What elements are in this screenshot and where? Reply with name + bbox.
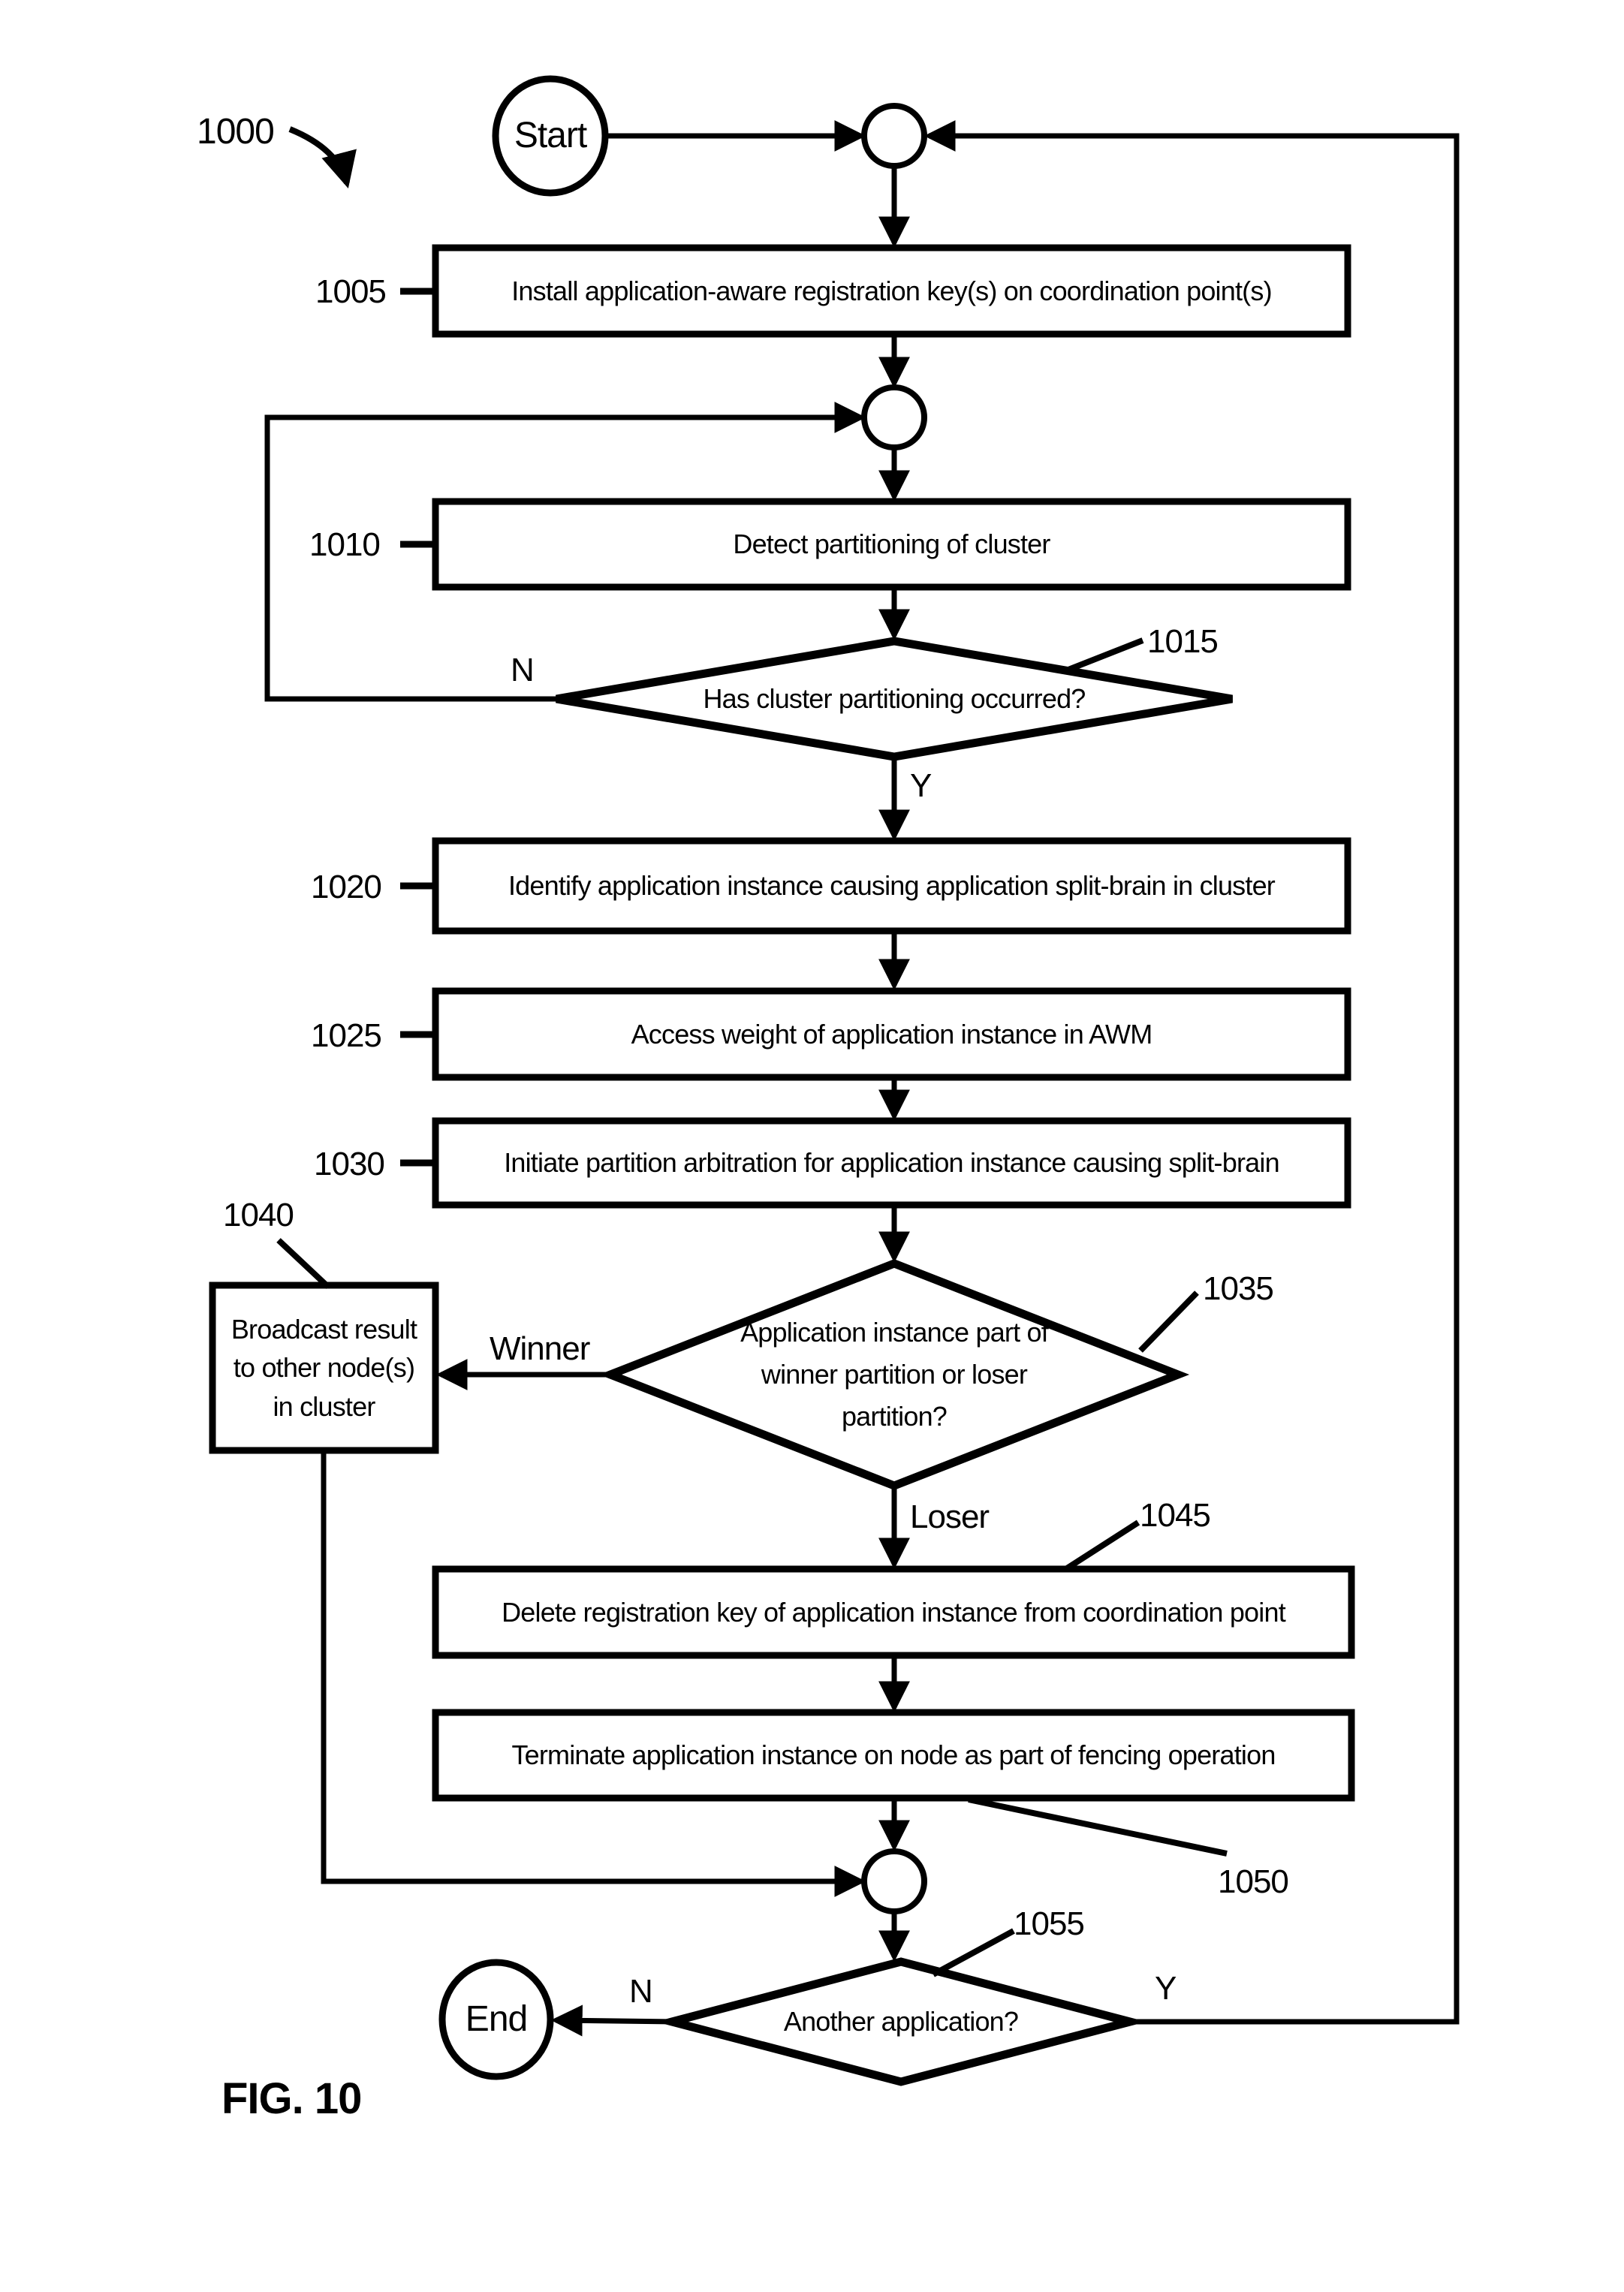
edge-1055-no-to-end (556, 2020, 672, 2022)
decision-1055-no-label: N (629, 1973, 652, 2010)
ref-label-1040: 1040 (223, 1197, 294, 1233)
step-1050-label: Terminate application instance on node as part of fencing operation (511, 1739, 1276, 1771)
step-1005-label: Install application-aware registration key(s) on coordination point(s) (511, 275, 1272, 306)
ref-label-1050: 1050 (1218, 1863, 1288, 1900)
ref-label-1035: 1035 (1203, 1270, 1273, 1307)
step-1040-label: Broadcast result to other node(s) in cluster (230, 1314, 417, 1422)
ref-label-1005: 1005 (315, 273, 386, 310)
step-1020-label: Identify application instance causing application split-brain in cluster (508, 870, 1275, 902)
step-1010-label: Detect partitioning of cluster (733, 529, 1050, 560)
junction-bottom-circle (864, 1851, 924, 1911)
ref-label-1030: 1030 (314, 1146, 384, 1182)
ref-label-1045: 1045 (1140, 1497, 1210, 1534)
ref-label-1055: 1055 (1014, 1905, 1084, 1942)
ref-1050-pointer (969, 1800, 1227, 1854)
decision-1035-winner-label: Winner (490, 1330, 590, 1367)
ref-label-1025: 1025 (311, 1017, 381, 1054)
ref-1040-pointer (279, 1240, 328, 1287)
decision-1015-no-label: N (511, 652, 534, 688)
decision-1015-yes-label: Y (910, 767, 932, 804)
step-1025-label: Access weight of application instance in AWM (631, 1018, 1152, 1050)
decision-1035-loser-label: Loser (910, 1498, 990, 1535)
junction-mid-circle (864, 387, 924, 447)
figure-ref-label: 1000 (197, 112, 274, 152)
start-terminal-label: Start (514, 115, 587, 155)
edge-1040-to-junction (324, 1450, 861, 1881)
decision-1035-label: Application instance part of winner partition or loser partition? (740, 1317, 1048, 1432)
step-1045-label: Delete registration key of application instance from coordination point (502, 1596, 1285, 1628)
ref-label-1015: 1015 (1147, 623, 1218, 660)
figure-caption: FIG. 10 (221, 2074, 362, 2123)
ref-label-1010: 1010 (309, 526, 380, 563)
junction-top-circle (864, 106, 924, 166)
figure-ref-swoosh-arrow (290, 129, 347, 183)
step-1030-label: Initiate partition arbitration for application instance causing split-brain (504, 1147, 1279, 1179)
decision-1015-label: Has cluster partitioning occurred? (703, 683, 1086, 715)
decision-1055-yes-label: Y (1155, 1970, 1177, 2007)
decision-1055-label: Another application? (783, 2006, 1019, 2038)
end-terminal-label: End (465, 1998, 528, 2039)
ref-label-1020: 1020 (311, 869, 381, 905)
ref-1045-pointer (1065, 1522, 1138, 1570)
